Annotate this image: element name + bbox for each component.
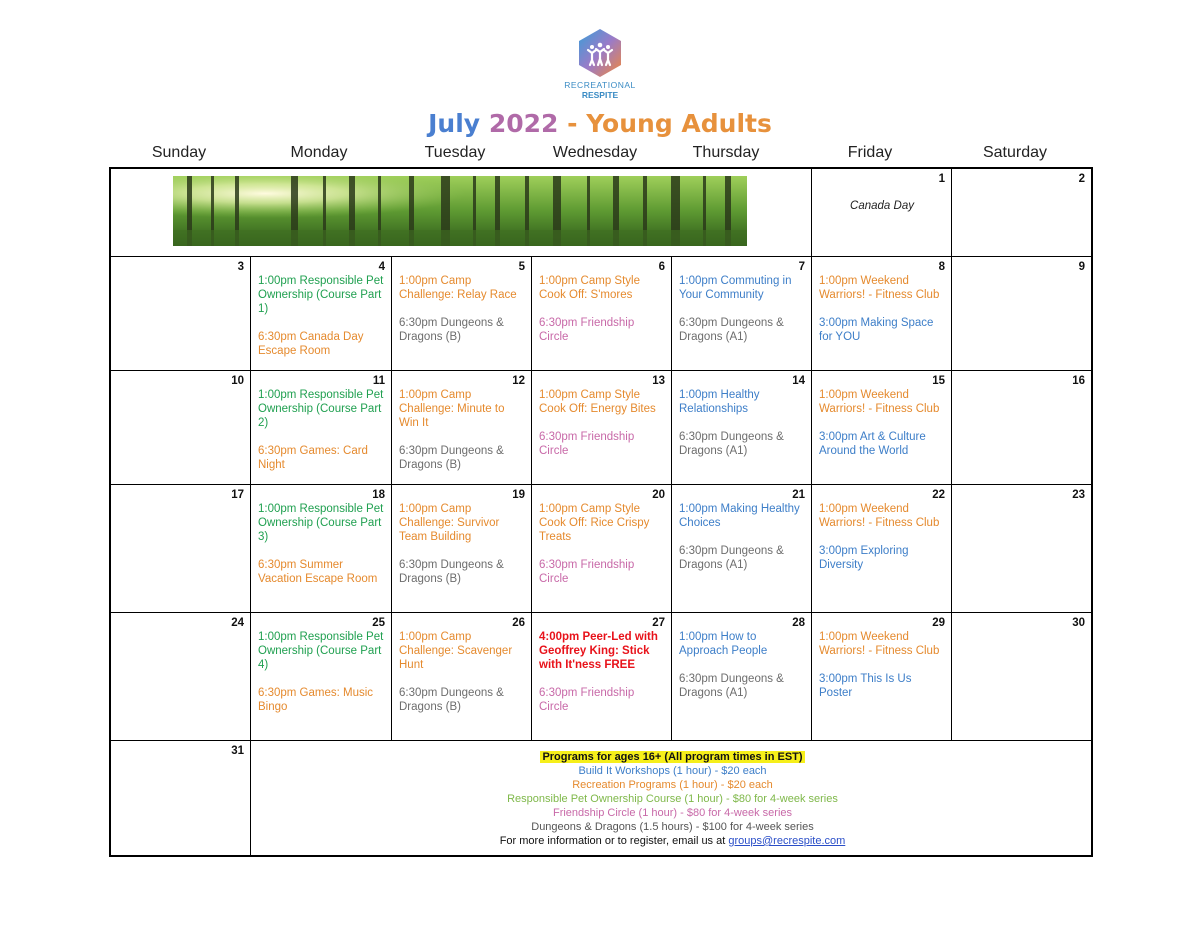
info-line-dnd: Dungeons & Dragons (1.5 hours) - $100 for 4-week series (531, 821, 814, 833)
event-entry[interactable]: 1:00pm Camp Style Cook Off: Energy Bites (539, 389, 656, 415)
day-cell-13[interactable] (532, 371, 672, 485)
day-number: 13 (652, 375, 665, 387)
day-number: 15 (932, 375, 945, 387)
event-entry[interactable]: 1:00pm Weekend Warriors! - Fitness Club (819, 631, 940, 657)
event-entry[interactable]: 1:00pm Camp Challenge: Minute to Win It (399, 389, 505, 429)
weekday-thursday: Thursday (692, 144, 760, 161)
day-cell-10[interactable] (111, 371, 251, 485)
day-cell-3[interactable] (111, 257, 251, 371)
day-number: 14 (792, 375, 805, 387)
day-cell-29[interactable] (812, 613, 952, 741)
day-cell-16[interactable] (952, 371, 1091, 485)
event-entry[interactable]: 1:00pm Responsible Pet Ownership (Course Part 2) (258, 389, 384, 429)
day-number: 4 (378, 261, 385, 273)
weekday-tuesday: Tuesday (424, 144, 486, 161)
event-entry[interactable]: 6:30pm Dungeons & Dragons (A1) (679, 431, 784, 457)
page-title (0, 108, 1200, 140)
event-entry[interactable]: 6:30pm Dungeons & Dragons (B) (399, 445, 504, 471)
program-info-panel (252, 741, 1093, 855)
event-entry[interactable]: 1:00pm Camp Challenge: Scavenger Hunt (399, 631, 513, 671)
event-entry[interactable]: 3:00pm Art & Culture Around the World (819, 431, 926, 457)
day-cell-21[interactable] (672, 485, 812, 613)
day-cell-23[interactable] (952, 485, 1091, 613)
event-entry[interactable]: 1:00pm Camp Challenge: Relay Race (399, 275, 517, 301)
day-cell-19[interactable] (392, 485, 532, 613)
day-cell-18[interactable] (251, 485, 392, 613)
day-cell-17[interactable] (111, 485, 251, 613)
day-cell-9[interactable] (952, 257, 1091, 371)
title-year: 2022 (488, 109, 559, 138)
day-number: 10 (231, 375, 244, 387)
day-cell-5[interactable] (392, 257, 532, 371)
event-entry[interactable]: 1:00pm Weekend Warriors! - Fitness Club (819, 275, 940, 301)
day-number: 5 (518, 261, 525, 273)
day-cell-2[interactable] (952, 169, 1091, 257)
logo-text-line2: RESPITE (581, 90, 619, 100)
event-entry[interactable]: 1:00pm How to Approach People (679, 631, 768, 657)
calendar-grid (109, 167, 1093, 857)
day-cell-7[interactable] (672, 257, 812, 371)
day-number: 26 (512, 617, 525, 629)
event-entry[interactable]: 1:00pm Responsible Pet Ownership (Course Part 3) (258, 503, 384, 543)
forest-banner-image (173, 176, 747, 246)
event-entry[interactable]: 1:00pm Healthy Relationships (679, 389, 760, 415)
event-entry[interactable]: 6:30pm Summer Vacation Escape Room (258, 559, 378, 585)
event-entry[interactable]: 6:30pm Games: Music Bingo (258, 687, 374, 713)
event-entry[interactable]: 3:00pm Making Space for YOU (819, 317, 934, 343)
event-entry[interactable]: 1:00pm Camp Style Cook Off: Rice Crispy Treats (539, 503, 650, 543)
title-month: July (428, 109, 481, 138)
info-contact-text: For more information or to register, email us at (499, 835, 729, 847)
event-entry[interactable]: 6:30pm Dungeons & Dragons (A1) (679, 673, 784, 699)
day-number: 8 (938, 261, 945, 273)
day-cell-26[interactable] (392, 613, 532, 741)
day-cell-8[interactable] (812, 257, 952, 371)
weekday-header (0, 144, 1200, 166)
day-number: 23 (1072, 489, 1085, 501)
day-number: 31 (231, 745, 244, 757)
day-number: 24 (231, 617, 244, 629)
day-number: 11 (372, 375, 385, 387)
event-entry[interactable]: 1:00pm Commuting in Your Community (679, 275, 792, 301)
event-entry[interactable]: 6:30pm Friendship Circle (539, 687, 635, 713)
day-number: 28 (792, 617, 805, 629)
day-number: 21 (792, 489, 805, 501)
event-entry[interactable]: 6:30pm Dungeons & Dragons (B) (399, 687, 504, 713)
day-number: 20 (652, 489, 665, 501)
day-cell-30[interactable] (952, 613, 1091, 741)
event-entry[interactable]: 6:30pm Canada Day Escape Room (258, 331, 364, 357)
day-number: 16 (1072, 375, 1085, 387)
title-dash: - (567, 109, 578, 138)
day-number: 27 (652, 617, 665, 629)
weekday-friday: Friday (847, 144, 893, 161)
event-entry[interactable]: 6:30pm Friendship Circle (539, 317, 635, 343)
event-entry[interactable]: 6:30pm Dungeons & Dragons (A1) (679, 317, 784, 343)
email-link[interactable]: groups@recrespite.com (728, 835, 846, 847)
weekday-sunday: Sunday (151, 144, 207, 161)
weekday-saturday: Saturday (982, 144, 1048, 161)
day-number: 6 (658, 261, 665, 273)
day-cell-1[interactable] (812, 169, 952, 257)
event-entry[interactable]: 1:00pm Making Healthy Choices (679, 503, 800, 529)
event-entry[interactable]: 6:30pm Friendship Circle (539, 559, 635, 585)
info-line-friendship: Friendship Circle (1 hour) - $80 for 4-week series (552, 807, 793, 819)
weekday-wednesday: Wednesday (552, 144, 638, 161)
event-entry[interactable]: 6:30pm Dungeons & Dragons (B) (399, 317, 504, 343)
holiday-note: Canada Day (850, 200, 914, 212)
info-headline: Programs for ages 16+ (All program times in EST) (542, 751, 803, 763)
banner-cell (111, 169, 812, 257)
event-entry[interactable]: 1:00pm Weekend Warriors! - Fitness Club (819, 389, 940, 415)
hexagon-logo-icon (577, 28, 623, 78)
day-number: 2 (1078, 173, 1085, 185)
weekday-monday: Monday (290, 144, 348, 161)
info-line-build-it: Build It Workshops (1 hour) - $20 each (578, 765, 767, 777)
day-cell-31[interactable] (111, 741, 251, 855)
day-cell-27[interactable] (532, 613, 672, 741)
day-cell-14[interactable] (672, 371, 812, 485)
day-number: 29 (932, 617, 945, 629)
day-number: 17 (231, 489, 244, 501)
event-entry[interactable]: 3:00pm This Is Us Poster (819, 673, 912, 699)
day-number: 25 (372, 617, 385, 629)
day-cell-22[interactable] (812, 485, 952, 613)
day-number: 19 (512, 489, 525, 501)
day-number: 18 (372, 489, 385, 501)
info-line-pet-ownership: Responsible Pet Ownership Course (1 hour) - $80 for 4-week series (507, 793, 838, 805)
event-entry[interactable]: 1:00pm Camp Challenge: Survivor Team Building (399, 503, 500, 543)
day-number: 22 (932, 489, 945, 501)
event-entry[interactable]: 6:30pm Games: Card Night (258, 445, 368, 471)
event-entry[interactable]: 6:30pm Friendship Circle (539, 431, 635, 457)
day-cell-15[interactable] (812, 371, 952, 485)
day-number: 12 (512, 375, 525, 387)
event-entry-featured[interactable]: 4:00pm Peer-Led with Geoffrey King: Stick with It'ness FREE (539, 631, 658, 671)
day-number: 1 (938, 173, 945, 185)
info-contact-line (252, 834, 1093, 848)
info-line-recreation: Recreation Programs (1 hour) - $20 each (572, 779, 773, 791)
day-number: 30 (1072, 617, 1085, 629)
recreational-respite-logo (560, 28, 640, 100)
day-cell-6[interactable] (532, 257, 672, 371)
event-entry[interactable]: 1:00pm Responsible Pet Ownership (Course Part 1) (258, 275, 384, 315)
event-entry[interactable]: 1:00pm Responsible Pet Ownership (Course Part 4) (258, 631, 384, 671)
logo-text-line1: RECREATIONAL (564, 80, 636, 90)
day-number: 3 (237, 261, 244, 273)
day-number: 9 (1078, 261, 1085, 273)
event-entry[interactable]: 1:00pm Camp Style Cook Off: S'mores (539, 275, 640, 301)
event-entry[interactable]: 3:00pm Exploring Diversity (819, 545, 909, 571)
day-cell-20[interactable] (532, 485, 672, 613)
event-entry[interactable]: 6:30pm Dungeons & Dragons (B) (399, 559, 504, 585)
day-cell-4[interactable] (251, 257, 392, 371)
title-subtitle: Young Adults (586, 109, 772, 138)
day-number: 7 (798, 261, 805, 273)
day-cell-25[interactable] (251, 613, 392, 741)
day-cell-11[interactable] (251, 371, 392, 485)
event-entry[interactable]: 1:00pm Weekend Warriors! - Fitness Club (819, 503, 940, 529)
day-cell-12[interactable] (392, 371, 532, 485)
day-cell-24[interactable] (111, 613, 251, 741)
event-entry[interactable]: 6:30pm Dungeons & Dragons (A1) (679, 545, 784, 571)
day-cell-28[interactable] (672, 613, 812, 741)
